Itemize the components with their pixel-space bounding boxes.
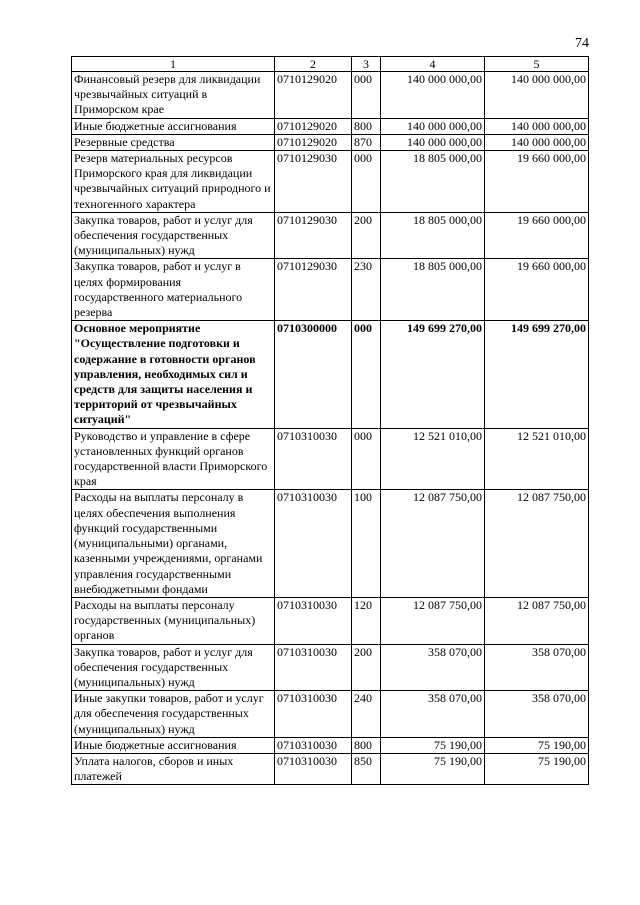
table-row — [72, 597, 589, 644]
row-type-cell: 240 — [352, 691, 381, 738]
row-value-col5-cell: 149 699 270,00 — [485, 321, 589, 428]
row-value-col5-cell: 12 087 750,00 — [485, 597, 589, 644]
table-row — [72, 428, 589, 490]
row-code-cell: 0710310030 — [275, 737, 352, 753]
row-code-cell: 0710310030 — [275, 428, 352, 490]
row-code-cell: 0710129030 — [275, 259, 352, 321]
table-row — [72, 151, 589, 213]
row-value-col4-cell: 12 087 750,00 — [381, 490, 485, 597]
header-col-5: 5 — [485, 57, 589, 72]
row-value-col4-cell: 12 521 010,00 — [381, 428, 485, 490]
row-type-cell: 200 — [352, 644, 381, 691]
table-row — [72, 72, 589, 119]
header-col-4: 4 — [381, 57, 485, 72]
row-code-cell: 0710129020 — [275, 134, 352, 150]
table-row — [72, 118, 589, 134]
table-row — [72, 644, 589, 691]
table-row — [72, 490, 589, 597]
row-type-cell: 000 — [352, 321, 381, 428]
table-row — [72, 259, 589, 321]
row-type-cell: 000 — [352, 151, 381, 213]
row-name-cell: Резерв материальных ресурсов Приморского края для ликвидации чрезвычайных ситуаций природного и техногенного характера — [72, 151, 275, 213]
row-value-col4-cell: 358 070,00 — [381, 644, 485, 691]
row-code-cell: 0710129020 — [275, 72, 352, 119]
row-name-cell: Руководство и управление в сфере установленных функций органов государственной власти Приморского края — [72, 428, 275, 490]
row-type-cell: 200 — [352, 212, 381, 259]
row-value-col4-cell: 75 190,00 — [381, 753, 485, 784]
row-value-col5-cell: 140 000 000,00 — [485, 134, 589, 150]
row-code-cell: 0710310030 — [275, 490, 352, 597]
row-name-cell: Иные бюджетные ассигнования — [72, 118, 275, 134]
row-name-cell: Основное мероприятие "Осуществление подготовки и содержание в готовности органов управления, необходимых сил и средств для защиты населения и территорий от чрезвычайных ситуаций" — [72, 321, 275, 428]
row-name-cell: Резервные средства — [72, 134, 275, 150]
table-row — [72, 753, 589, 784]
row-name-cell: Иные бюджетные ассигнования — [72, 737, 275, 753]
row-name-cell: Финансовый резерв для ликвидации чрезвычайных ситуаций в Приморском крае — [72, 72, 275, 119]
row-code-cell: 0710310030 — [275, 691, 352, 738]
row-value-col5-cell: 358 070,00 — [485, 691, 589, 738]
header-col-3: 3 — [352, 57, 381, 72]
row-value-col5-cell: 12 087 750,00 — [485, 490, 589, 597]
row-type-cell: 870 — [352, 134, 381, 150]
budget-table — [71, 56, 589, 785]
row-value-col4-cell: 140 000 000,00 — [381, 118, 485, 134]
row-name-cell: Уплата налогов, сборов и иных платежей — [72, 753, 275, 784]
row-value-col4-cell: 18 805 000,00 — [381, 259, 485, 321]
row-type-cell: 000 — [352, 428, 381, 490]
row-value-col4-cell: 18 805 000,00 — [381, 151, 485, 213]
row-value-col4-cell: 18 805 000,00 — [381, 212, 485, 259]
row-type-cell: 800 — [352, 118, 381, 134]
row-code-cell: 0710129030 — [275, 212, 352, 259]
row-value-col5-cell: 19 660 000,00 — [485, 212, 589, 259]
row-name-cell: Расходы на выплаты персоналу государственных (муниципальных) органов — [72, 597, 275, 644]
header-col-1: 1 — [72, 57, 275, 72]
row-type-cell: 000 — [352, 72, 381, 119]
row-code-cell: 0710310030 — [275, 644, 352, 691]
row-name-cell: Расходы на выплаты персоналу в целях обеспечения выполнения функций государственными (муниципальными) органами, казенными учреждениями, органами управления государственными внебюджетными фондами — [72, 490, 275, 597]
row-code-cell: 0710310030 — [275, 753, 352, 784]
row-type-cell: 120 — [352, 597, 381, 644]
table-row — [72, 737, 589, 753]
row-value-col5-cell: 75 190,00 — [485, 737, 589, 753]
row-name-cell: Иные закупки товаров, работ и услуг для обеспечения государственных (муниципальных) нужд — [72, 691, 275, 738]
table-row — [72, 134, 589, 150]
header-col-2: 2 — [275, 57, 352, 72]
row-value-col4-cell: 149 699 270,00 — [381, 321, 485, 428]
row-type-cell: 850 — [352, 753, 381, 784]
page-number: 74 — [575, 36, 589, 51]
row-type-cell: 800 — [352, 737, 381, 753]
row-value-col5-cell: 358 070,00 — [485, 644, 589, 691]
table-row — [72, 212, 589, 259]
row-value-col5-cell: 75 190,00 — [485, 753, 589, 784]
row-name-cell: Закупка товаров, работ и услуг для обеспечения государственных (муниципальных) нужд — [72, 212, 275, 259]
row-value-col4-cell: 140 000 000,00 — [381, 134, 485, 150]
table-row — [72, 321, 589, 428]
row-type-cell: 230 — [352, 259, 381, 321]
row-value-col5-cell: 140 000 000,00 — [485, 118, 589, 134]
row-code-cell: 0710129020 — [275, 118, 352, 134]
row-name-cell: Закупка товаров, работ и услуг в целях формирования государственного материального резерва — [72, 259, 275, 321]
row-value-col5-cell: 19 660 000,00 — [485, 151, 589, 213]
row-value-col4-cell: 358 070,00 — [381, 691, 485, 738]
row-code-cell: 0710129030 — [275, 151, 352, 213]
row-value-col5-cell: 19 660 000,00 — [485, 259, 589, 321]
row-value-col4-cell: 12 087 750,00 — [381, 597, 485, 644]
row-code-cell: 0710300000 — [275, 321, 352, 428]
row-value-col4-cell: 75 190,00 — [381, 737, 485, 753]
table-body — [72, 72, 589, 785]
row-code-cell: 0710310030 — [275, 597, 352, 644]
row-value-col5-cell: 140 000 000,00 — [485, 72, 589, 119]
row-name-cell: Закупка товаров, работ и услуг для обеспечения государственных (муниципальных) нужд — [72, 644, 275, 691]
table-header-row — [72, 57, 589, 72]
table-row — [72, 691, 589, 738]
row-value-col5-cell: 12 521 010,00 — [485, 428, 589, 490]
row-type-cell: 100 — [352, 490, 381, 597]
row-value-col4-cell: 140 000 000,00 — [381, 72, 485, 119]
